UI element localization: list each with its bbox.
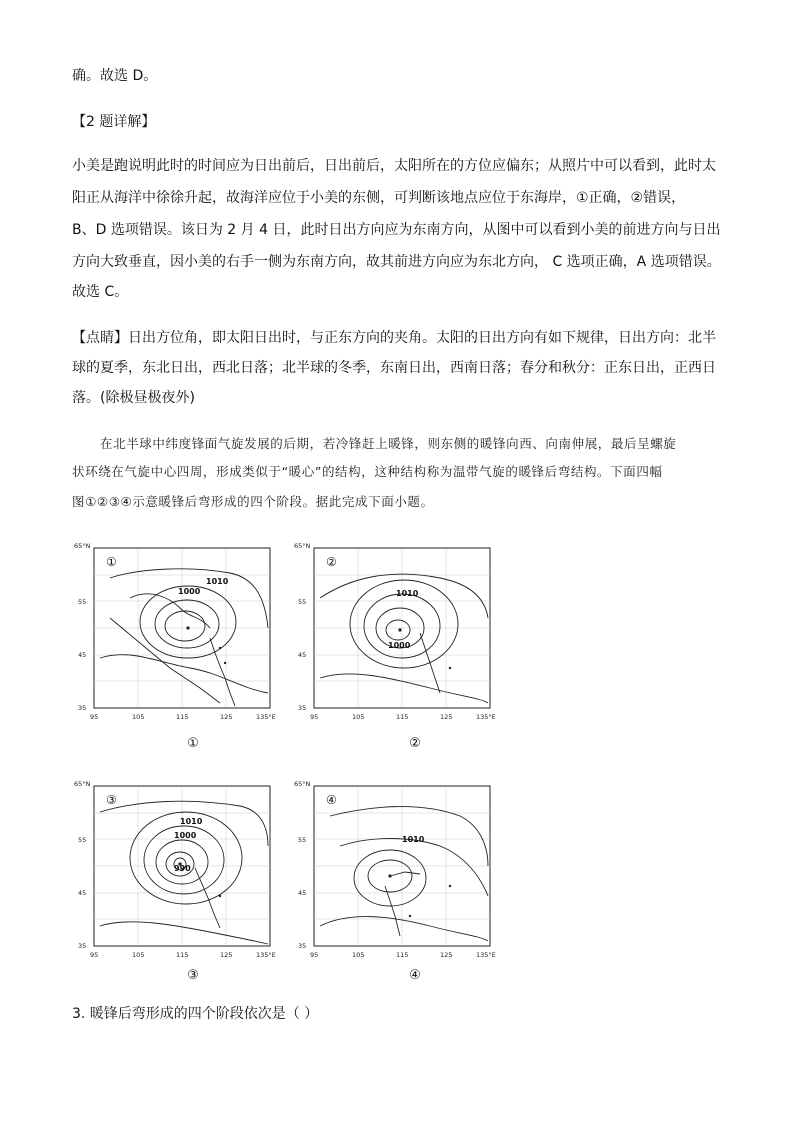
lon-label: 95 <box>310 713 319 721</box>
isobar-chart <box>70 538 280 723</box>
text-line: 故选 C。 <box>72 284 129 300</box>
lat-label: 65°N <box>294 542 311 550</box>
lon-label: 105 <box>352 951 365 959</box>
lat-label: 45 <box>298 651 307 659</box>
panel-label: ④ <box>326 793 337 807</box>
lat-label: 55 <box>78 598 87 606</box>
text-line: 落。(除极昼极夜外) <box>72 390 195 406</box>
lon-label: 105 <box>352 713 365 721</box>
lon-label: 115 <box>176 951 189 959</box>
isobar-label: 1000 <box>178 587 201 596</box>
isobar-label: 1010 <box>180 817 203 826</box>
lat-label: 55 <box>298 836 307 844</box>
lon-label: 95 <box>310 951 319 959</box>
lon-label: 125 <box>220 713 233 721</box>
text-line: 小美是跑说明此时的时间应为日出前后，日出前后，太阳所在的方位应偏东；从照片中可以看到，此时太 <box>72 158 716 174</box>
lat-label: 45 <box>78 889 87 897</box>
lat-label: 65°N <box>74 780 91 788</box>
isobar-label: 1010 <box>402 835 425 844</box>
lat-label: 65°N <box>74 542 91 550</box>
lon-label: 135°E <box>256 951 276 959</box>
panel-label: ① <box>106 555 117 569</box>
isobar-label: 1010 <box>396 589 419 598</box>
lat-label: 45 <box>298 889 307 897</box>
section-heading: 【2 题详解】 <box>72 114 156 130</box>
lon-label: 115 <box>176 713 189 721</box>
lon-label: 135°E <box>476 951 496 959</box>
lon-label: 125 <box>440 951 453 959</box>
text-line: 【点睛】日出方位角，即太阳日出时，与正东方向的夹角。太阳的日出方向有如下规律，日出方向：北半 <box>72 330 716 346</box>
panel-label: ③ <box>106 793 117 807</box>
weather-map-3 <box>70 776 280 961</box>
isobar-label: 1010 <box>206 577 229 586</box>
lon-label: 135°E <box>476 713 496 721</box>
weather-map-1 <box>70 538 280 723</box>
text-line: 方向大致垂直，因小美的右手一侧为东南方向，故其前进方向应为东北方向， C 选项正确，A 选项错误。 <box>72 254 721 270</box>
figure-caption: ① <box>187 736 199 751</box>
isobar-label: 1000 <box>174 831 197 840</box>
lon-label: 125 <box>440 713 453 721</box>
lon-label: 125 <box>220 951 233 959</box>
lon-label: 95 <box>90 713 99 721</box>
lon-label: 115 <box>396 713 409 721</box>
text-line: 确。故选 D。 <box>72 68 158 84</box>
lat-label: 65°N <box>294 780 311 788</box>
lat-label: 45 <box>78 651 87 659</box>
text-line: 在北半球中纬度锋面气旋发展的后期，若冷锋赶上暖锋，则东侧的暖锋向西、向南伸展，最后呈螺旋 <box>100 436 677 451</box>
isobar-chart <box>290 538 500 723</box>
question-line: 3. 暖锋后弯形成的四个阶段依次是（ ） <box>72 1006 319 1022</box>
text-line: B、D 选项错误。该日为 2 月 4 日，此时日出方向应为东南方向，从图中可以看到小美的前进方向与日出 <box>72 222 721 238</box>
figure-caption: ③ <box>187 968 199 983</box>
lat-label: 55 <box>298 598 307 606</box>
weather-map-4 <box>290 776 500 961</box>
lon-label: 95 <box>90 951 99 959</box>
panel-label: ② <box>326 555 337 569</box>
text-line: 球的夏季，东北日出，西北日落；北半球的冬季，东南日出，西南日落；春分和秋分：正东日出，正西日 <box>72 360 716 376</box>
lat-label: 35 <box>78 704 87 712</box>
isobar-chart <box>290 776 500 961</box>
figure-caption: ② <box>409 736 421 751</box>
lat-label: 55 <box>78 836 87 844</box>
text-line: 图①②③④示意暖锋后弯形成的四个阶段。据此完成下面小题。 <box>72 494 434 509</box>
figure-caption: ④ <box>409 968 421 983</box>
lon-label: 115 <box>396 951 409 959</box>
lon-label: 135°E <box>256 713 276 721</box>
text-line: 阳正从海洋中徐徐升起，故海洋应位于小美的东侧，可判断该地点应位于东海岸，①正确，②错误， <box>72 190 686 206</box>
lat-label: 35 <box>298 942 307 950</box>
lon-label: 105 <box>132 713 145 721</box>
isobar-label: 990 <box>174 864 191 873</box>
text-line: 状环绕在气旋中心四周，形成类似于“暖心”的结构，这种结构称为温带气旋的暖锋后弯结构。下面四幅 <box>72 464 663 479</box>
lat-label: 35 <box>298 704 307 712</box>
isobar-label: 1000 <box>388 641 411 650</box>
lat-label: 35 <box>78 942 87 950</box>
lon-label: 105 <box>132 951 145 959</box>
isobar-chart <box>70 776 280 961</box>
weather-map-2 <box>290 538 500 723</box>
